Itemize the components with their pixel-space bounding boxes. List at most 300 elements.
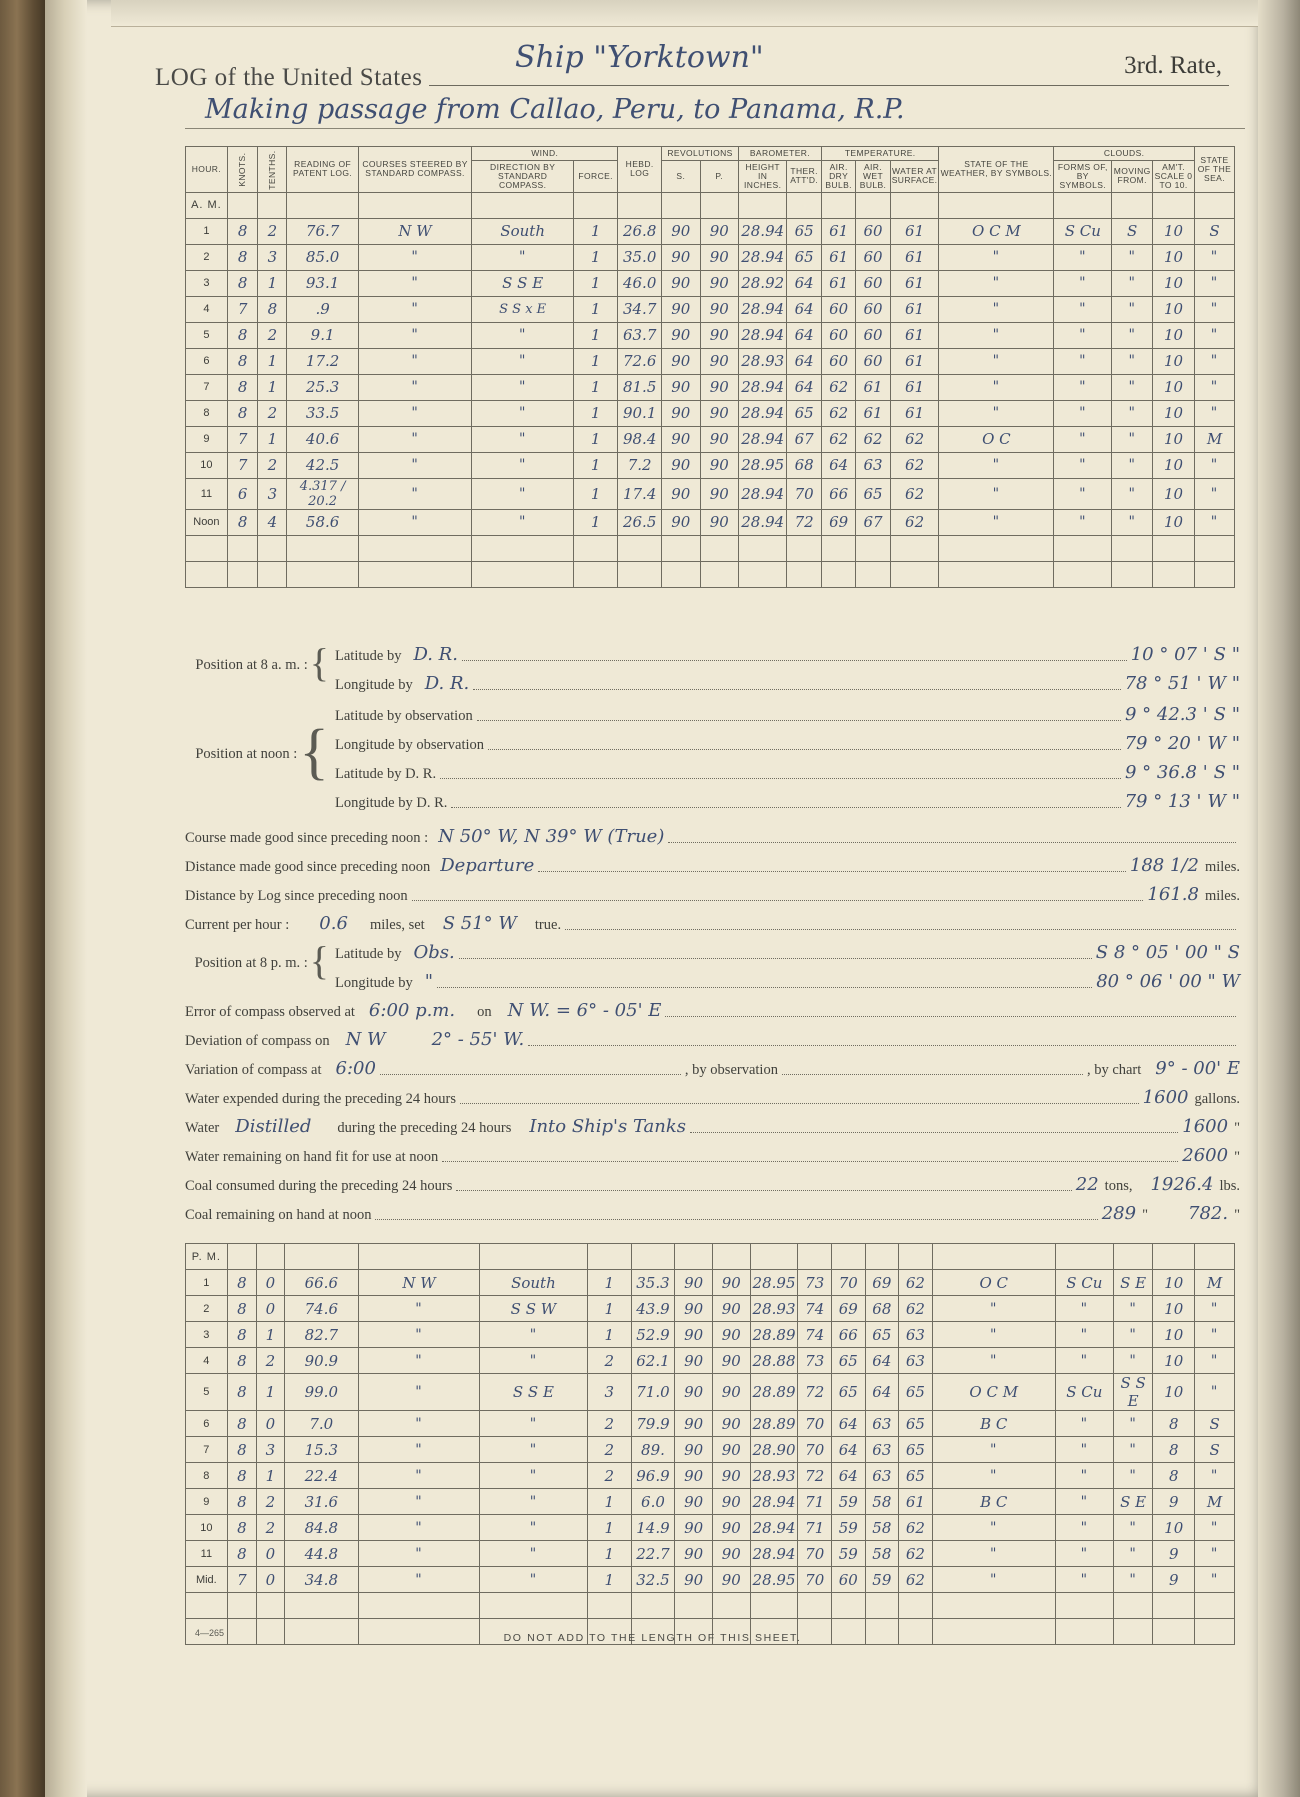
cell-amt: 10 [1153,1515,1195,1541]
cell-tenths: 0 [257,1296,284,1322]
cell-rev_p: 90 [712,1411,750,1437]
cell-forms: " [1054,322,1112,348]
cell-rev_s: 90 [662,348,700,374]
cell-amt: 10 [1153,1374,1195,1411]
pm-table-body [186,1244,1235,1645]
cell-amt: 8 [1153,1437,1195,1463]
row-hour: 2 [186,244,228,270]
cell-three: 64 [787,270,822,296]
cell-three: 65 [787,218,822,244]
cell-weather: " [939,374,1054,400]
cell-rev_s: 90 [662,270,700,296]
cell-mov: " [1112,509,1153,535]
table-row [186,1489,1235,1515]
cell-hebd: 22.7 [631,1541,675,1567]
dots [665,1015,1236,1017]
col-patent-log: READING OF PATENT LOG. [287,147,359,193]
empty-cell [832,1244,866,1270]
cell-dir: " [472,426,574,452]
coal-remaining-tons-unit: " [1142,1207,1148,1223]
col-barometer-group: BAROMETER. [738,147,821,161]
cell-weather: O C [932,1270,1055,1296]
cell-knots: 8 [227,1541,257,1567]
cell-rev_p: 90 [700,322,738,348]
distance-made-good-row [185,847,1240,876]
col-wind-force: FORCE. [574,160,618,192]
dots [459,957,1092,959]
cell-rev_p: 90 [712,1567,750,1593]
blank-cell [865,1593,899,1619]
cell-dir: South [472,218,574,244]
cell-forms: " [1054,270,1112,296]
cell-hebd: 35.0 [618,244,662,270]
dots [528,1044,1236,1046]
cell-rev_p: 90 [712,1348,750,1374]
cell-weather: " [939,478,1054,509]
cell-tenths: 1 [257,1463,284,1489]
cell-height: 28.93 [738,348,786,374]
empty-cell [899,1244,933,1270]
cell-course: " [358,1463,479,1489]
cell-height: 28.94 [738,426,786,452]
cell-height: 28.94 [738,509,786,535]
cell-force: 1 [574,270,618,296]
cell-dry: 60 [821,296,855,322]
cell-height: 28.94 [738,400,786,426]
cell-tenths: 8 [258,296,287,322]
cell-dry: 59 [832,1515,866,1541]
empty-cell [257,1244,284,1270]
lat-8pm-row [335,934,1240,963]
blank-cell [258,561,287,587]
blank-cell [890,561,939,587]
compass-variation-label: Variation of compass at [185,1062,322,1078]
blank-row [186,561,1235,587]
blank-cell [1194,561,1234,587]
row-hour: 2 [186,1296,228,1322]
col-rev-p: P. [700,160,738,192]
blank-cell [587,1593,631,1619]
cell-three: 70 [798,1437,832,1463]
blank-cell [1195,1593,1235,1619]
cell-log: 93.1 [287,270,359,296]
cell-wet: 65 [865,1322,899,1348]
distance-made-good-value: 188 1/2 [1129,855,1199,876]
current-mid-label: miles, set [369,917,425,933]
cell-hebd: 32.5 [631,1567,675,1593]
cell-surf: 65 [899,1437,933,1463]
cell-log: 25.3 [287,374,359,400]
water-distilled-unit: " [1234,1120,1240,1136]
cell-forms: " [1055,1296,1113,1322]
empty-cell [258,192,287,218]
cell-course: " [358,322,471,348]
cell-amt: 10 [1153,1296,1195,1322]
cell-rev_s: 90 [662,452,700,478]
dots [437,986,1092,988]
cell-forms: " [1054,400,1112,426]
empty-cell [574,192,618,218]
cell-amt: 10 [1153,452,1195,478]
footer-note: DO NOT ADD TO THE LENGTH OF THIS SHEET. [503,1632,802,1644]
cell-rev_s: 90 [662,478,700,509]
table-row [186,1296,1235,1322]
dots [456,1189,1071,1191]
cell-mov: S E [1113,1270,1153,1296]
table-row [186,452,1235,478]
cell-mov: " [1113,1515,1153,1541]
water-expended-label: Water expended during the preceding 24 hours [185,1091,457,1107]
empty-cell [939,192,1054,218]
cell-mov: " [1112,296,1153,322]
cell-forms: " [1054,478,1112,509]
dots [565,928,1236,930]
cell-height: 28.95 [750,1270,798,1296]
table-row [186,1374,1235,1411]
cell-force: 1 [574,348,618,374]
cell-tenths: 2 [258,322,287,348]
cell-dry: 69 [832,1296,866,1322]
cell-rev_p: 90 [712,1541,750,1567]
compass-error-time: 6:00 p.m. [368,1000,456,1021]
cell-amt: 10 [1153,478,1195,509]
cell-rev_s: 90 [662,218,700,244]
dots [538,870,1126,872]
cell-course: " [358,452,471,478]
cell-knots: 8 [227,218,258,244]
cell-tenths: 2 [257,1348,284,1374]
cell-amt: 10 [1153,296,1195,322]
cell-height: 28.94 [738,478,786,509]
blank-cell [631,1593,675,1619]
cell-sea: " [1194,244,1234,270]
cell-log: .9 [287,296,359,322]
cell-knots: 8 [227,1437,257,1463]
table-row [186,1541,1235,1567]
cell-dir: " [472,400,574,426]
water-remaining-value: 2600 [1182,1145,1229,1166]
cell-mov: " [1113,1437,1153,1463]
cell-force: 2 [587,1348,631,1374]
brace-icon: { [299,717,329,786]
row-hour: 5 [186,1374,228,1411]
row-hour: 9 [186,426,228,452]
blank-cell [472,535,574,561]
cell-amt: 9 [1153,1489,1195,1515]
row-hour: 3 [186,270,228,296]
cell-knots: 8 [227,1411,257,1437]
cell-rev_s: 90 [675,1567,713,1593]
cell-course: " [358,1437,479,1463]
cell-mov: " [1112,270,1153,296]
cell-tenths: 1 [258,374,287,400]
cell-dry: 69 [821,509,855,535]
empty-cell [1153,192,1195,218]
cell-mov: " [1112,322,1153,348]
cell-surf: 61 [890,400,939,426]
lon-obs-row [335,725,1240,754]
cell-forms: " [1054,296,1112,322]
position-8pm-group [185,934,1240,992]
cell-knots: 8 [227,509,258,535]
distance-made-good-label: Distance made good since preceding noon [185,859,431,875]
cell-forms: " [1055,1567,1113,1593]
cell-knots: 8 [227,1374,257,1411]
cell-knots: 7 [227,1567,257,1593]
cell-wet: 63 [856,452,890,478]
cell-three: 64 [787,322,822,348]
cell-wet: 67 [856,509,890,535]
cell-height: 28.93 [750,1296,798,1322]
cell-rev_p: 90 [700,478,738,509]
cell-tenths: 0 [257,1541,284,1567]
cell-rev_s: 90 [675,1322,713,1348]
coal-consumed-tons: 22 [1075,1174,1099,1195]
cell-sea: M [1195,1489,1235,1515]
period-label-row [186,192,1235,218]
cell-mov: " [1113,1411,1153,1437]
cell-weather: B C [932,1489,1055,1515]
row-hour: 6 [186,348,228,374]
lat-obs-value: 9 ° 42.3 ' [1125,704,1208,725]
blank-cell [1054,535,1112,561]
cell-forms: " [1055,1541,1113,1567]
lon-8pm-row [335,963,1240,992]
cell-surf: 61 [890,348,939,374]
cell-hebd: 6.0 [631,1489,675,1515]
blank-cell [821,535,855,561]
position-8am-label: Position at 8 a. m. : [195,656,308,673]
cell-dir: S S E [480,1374,588,1411]
cell-knots: 8 [227,1515,257,1541]
cell-surf: 65 [899,1411,933,1437]
cell-dry: 65 [832,1348,866,1374]
blank-row [186,535,1235,561]
cell-course: " [358,478,471,509]
course-made-good-value: N 50° W, N 39° W (True) [438,826,665,847]
empty-cell [932,1244,1055,1270]
cell-surf: 61 [890,296,939,322]
cell-sea: M [1194,426,1234,452]
cell-dir: " [472,348,574,374]
cell-mov: " [1113,1348,1153,1374]
cell-log: 15.3 [284,1437,358,1463]
blank-cell [1055,1593,1113,1619]
water-remaining-label: Water remaining on hand fit for use at noon [185,1149,439,1165]
cell-knots: 8 [227,400,258,426]
cell-amt: 10 [1153,1322,1195,1348]
compass-deviation-value: 2° - 55' W. [431,1029,525,1050]
cell-height: 28.94 [750,1541,798,1567]
cell-surf: 65 [899,1463,933,1489]
cell-sea: " [1195,1541,1235,1567]
cell-rev_p: 90 [712,1296,750,1322]
cell-sea: " [1194,509,1234,535]
lon-8am-value: 78 ° 51 ' [1124,673,1202,694]
cell-rev_p: 90 [712,1374,750,1411]
cell-sea: " [1194,322,1234,348]
coal-remaining-lbs-unit: " [1234,1207,1240,1223]
cell-weather: " [939,400,1054,426]
cell-rev_s: 90 [675,1489,713,1515]
row-hour: 7 [186,374,228,400]
title-rule [429,84,1229,86]
cell-force: 1 [574,478,618,509]
water-remaining-unit: " [1234,1149,1240,1165]
cell-surf: 62 [899,1541,933,1567]
dots [477,719,1121,721]
cell-dir: S S x E [472,296,574,322]
cell-rev_p: 90 [700,270,738,296]
cell-surf: 62 [890,509,939,535]
cell-dry: 60 [832,1567,866,1593]
blank-cell [932,1593,1055,1619]
empty-cell [1195,1244,1235,1270]
cell-three: 71 [798,1489,832,1515]
cell-height: 28.89 [750,1411,798,1437]
lat-8am-row [335,636,1240,665]
cell-three: 70 [798,1541,832,1567]
coal-remaining-tons: 289 [1101,1203,1137,1224]
blank-cell [821,561,855,587]
cell-course: " [358,1296,479,1322]
cell-course: " [358,270,471,296]
compass-deviation-label: Deviation of compass on [185,1033,330,1049]
cell-rev_s: 90 [662,509,700,535]
cell-hebd: 96.9 [631,1463,675,1489]
cell-force: 1 [587,1322,631,1348]
cell-rev_p: 90 [700,400,738,426]
cell-hebd: 79.9 [631,1411,675,1437]
table-row [186,478,1235,509]
cell-sea: " [1195,1374,1235,1411]
blank-cell [939,535,1054,561]
log-page [45,0,1260,1797]
cell-rev_s: 90 [675,1411,713,1437]
position-summary-block [185,636,1240,1224]
cell-mov: " [1112,426,1153,452]
cell-dry: 61 [821,270,855,296]
lon-dr-unit: W " [1207,791,1240,812]
cell-amt: 10 [1153,244,1195,270]
empty-cell [287,192,359,218]
cell-course: " [358,1322,479,1348]
cell-sea: " [1194,478,1234,509]
log-table-head [186,147,1235,193]
cell-weather: O C M [932,1374,1055,1411]
blank-cell [939,561,1054,587]
cell-force: 1 [574,374,618,400]
am-table-body [186,192,1235,587]
cell-three: 65 [787,400,822,426]
cell-course: " [358,244,471,270]
blank-cell [1153,535,1195,561]
cell-three: 70 [798,1567,832,1593]
cell-surf: 62 [890,426,939,452]
cell-dry: 59 [832,1541,866,1567]
page-right-edge [1258,0,1300,1797]
cell-log: 42.5 [287,452,359,478]
dots [451,806,1120,808]
cell-rev_s: 90 [662,296,700,322]
water-expended-row [185,1079,1240,1108]
lon-dr-value: 79 ° 13 ' [1124,791,1202,812]
table-row [186,244,1235,270]
dots [380,1073,681,1075]
blank-cell [358,1593,479,1619]
lon-dr-row [335,783,1240,812]
row-hour: 1 [186,218,228,244]
cell-log: 82.7 [284,1322,358,1348]
cell-wet: 58 [865,1515,899,1541]
cell-weather: " [939,322,1054,348]
row-hour: 7 [186,1437,228,1463]
current-true-label: true. [534,917,562,933]
cell-amt: 10 [1153,218,1195,244]
cell-height: 28.93 [750,1463,798,1489]
cell-amt: 8 [1153,1411,1195,1437]
blank-cell [358,535,471,561]
col-weather: STATE OF THE WEATHER, BY SYMBOLS. [939,147,1054,193]
lon-8am-row [335,665,1240,694]
blank-cell [227,561,258,587]
cell-wet: 61 [856,400,890,426]
cell-log: 84.8 [284,1515,358,1541]
cell-dry: 62 [821,400,855,426]
blank-cell [1153,561,1195,587]
col-air-wet: AIR. WET BULB. [856,160,890,192]
water-label: Water [185,1120,220,1136]
log-title-prefix: LOG of the United States [155,64,423,91]
cell-force: 1 [574,322,618,348]
cell-force: 1 [587,1567,631,1593]
cell-wet: 65 [856,478,890,509]
cell-log: 85.0 [287,244,359,270]
table-row [186,1411,1235,1437]
table-row [186,400,1235,426]
cell-mov: " [1113,1567,1153,1593]
cell-rev_p: 90 [712,1270,750,1296]
cell-mov: " [1112,400,1153,426]
cell-dir: " [472,374,574,400]
pm-log-table [185,1243,1235,1645]
empty-cell [798,1244,832,1270]
empty-cell [227,192,258,218]
empty-cell [890,192,939,218]
cell-rev_p: 90 [700,374,738,400]
cell-sea: " [1194,400,1234,426]
cell-dir: " [480,1541,588,1567]
row-hour: 3 [186,1322,228,1348]
cell-dir: " [472,509,574,535]
empty-cell [787,192,822,218]
cell-height: 28.95 [750,1567,798,1593]
cell-tenths: 2 [258,400,287,426]
cell-course: " [358,1567,479,1593]
cell-force: 3 [587,1374,631,1411]
cell-rev_s: 90 [662,426,700,452]
cell-knots: 8 [227,1489,257,1515]
lon-obs-label: Longitude by observation [335,737,485,753]
blank-cell [1153,1593,1195,1619]
blank-cell [712,1593,750,1619]
cell-amt: 10 [1153,426,1195,452]
col-rev-s: S. [662,160,700,192]
blank-cell [186,535,228,561]
cell-surf: 61 [890,270,939,296]
course-made-good-row [185,818,1240,847]
cell-hebd: 63.7 [618,322,662,348]
